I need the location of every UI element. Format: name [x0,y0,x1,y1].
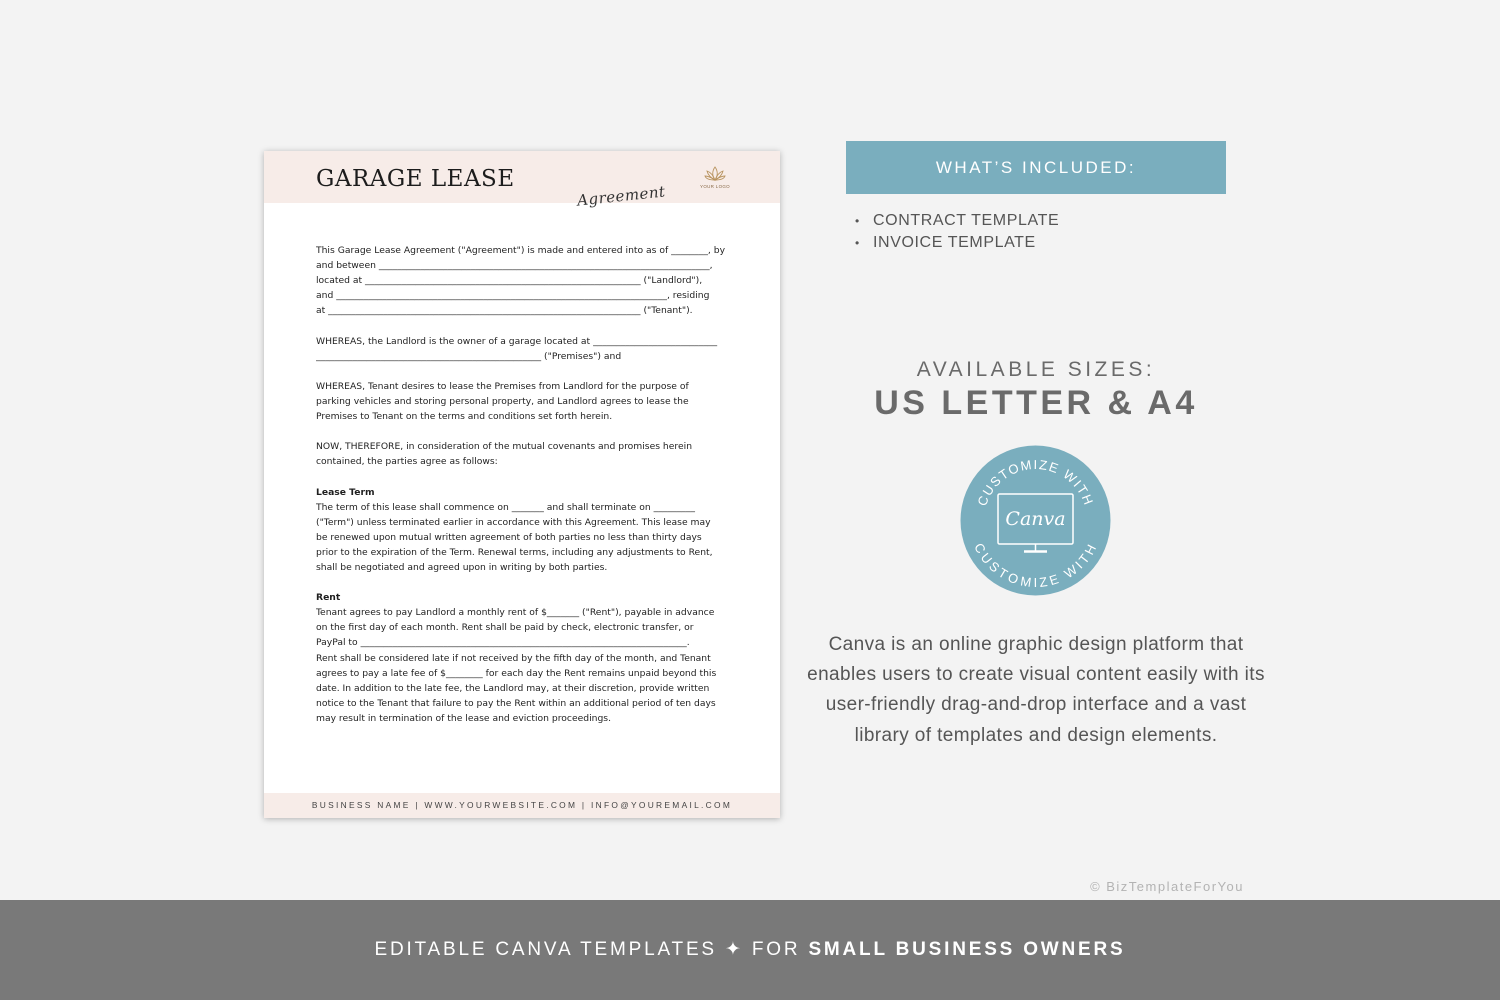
document-paragraph [316,334,728,364]
available-sizes-label: AVAILABLE SIZES: [916,358,1156,381]
document-section-heading: Rent [316,592,341,604]
document-paragraph [316,243,728,318]
document-section-heading: Lease Term [316,486,375,498]
document-logo-text: YOUR LOGO [700,184,730,189]
included-item-label: CONTRACT TEMPLATE [873,212,1060,229]
document-line: be renewed upon mutual written agreement of both parties no less than thirty days [316,531,702,543]
document-footer: BUSINESS NAME | WWW.YOURWEBSITE.COM | INFO@YOUREMAIL.COM [264,793,780,818]
document-line: prior to the expiration of the Term. Renewal terms, including any adjustments to Rent, [316,546,713,558]
document-line: and between ________________________________________________________________________, [316,260,713,272]
document-line: _________________________________________________ ("Premises") and [316,350,622,362]
document-line: WHEREAS, Tenant desires to lease the Premises from Landlord for the purpose of [316,380,689,392]
document-line: parking vehicles and storing personal property, and Landlord agrees to lease the [316,395,689,407]
document-paragraph [316,379,728,424]
document-line: WHEREAS, the Landlord is the owner of a garage located at ___________________________ [316,335,718,347]
document-line: Premises to Tenant on the terms and conditions set forth herein. [316,411,613,423]
document-line: shall be negotiated and agreed upon in writing by both parties. [316,561,608,573]
document-body [316,243,728,741]
document-line: Tenant agrees to pay Landlord a monthly rent of $_______ ("Rent"), payable in advance [316,607,715,619]
document-line: located at ____________________________________________________________ ("Landlord"), [316,275,703,287]
document-paragraph [316,439,728,469]
document-line: NOW, THEREFORE, in consideration of the mutual covenants and promises herein [316,441,693,453]
document-line: on the first day of each month. Rent shall be paid by check, electronic transfer, or [316,622,694,634]
document-logo [700,165,730,195]
document-line: PayPal to _______________________________________________________________________. [316,637,690,649]
bullet-icon: • [855,214,860,228]
copyright-text: © BizTemplateForYou [1090,879,1244,894]
included-list [855,210,1059,254]
bottom-banner [0,900,1500,1000]
available-sizes-value: US LETTER & A4 [874,384,1198,422]
document-title: GARAGE LEASE [316,166,515,192]
document-line: notice to the Tenant that failure to pay the Rent within an additional period of ten days [316,697,716,709]
document-line: ("Term") unless terminated earlier in accordance with this Agreement. This lease may [316,516,711,528]
document-section [316,590,728,726]
document-line: Rent shall be considered late if not received by the fifth day of the month, and Tenant [316,652,711,664]
bottom-banner-prefix: EDITABLE CANVA TEMPLATES [374,939,717,960]
lotus-icon [704,165,726,183]
badge-brand-text: Canva [1005,508,1066,530]
document-line: This Garage Lease Agreement ("Agreement") is made and entered into as of ________, by [316,245,726,256]
document-section [316,485,728,576]
badge-bottom-text: CUSTOMIZE WITH [971,540,1100,590]
bullet-icon: • [855,236,860,250]
document-line: and ________________________________________________________________________, residing [316,290,710,302]
bottom-banner-text [0,900,1500,1000]
included-item-label: INVOICE TEMPLATE [873,234,1036,251]
document-line: The term of this lease shall commence on _______ and shall terminate on _________ [316,501,695,513]
document-line: at ____________________________________________________________________ ("Tenant"). [316,305,693,317]
canva-description: Canva is an online graphic design platform that enables users to create visual content easily with its user-friendly drag-and-drop interface and a vast library of templates and design elements. [807,634,1265,746]
document-line: date. In addition to the late fee, the Landlord may, at their discretion, provide written [316,682,710,694]
document-line: may result in termination of the lease and eviction proceedings. [316,712,612,724]
whats-included-banner: WHAT’S INCLUDED: [846,141,1226,194]
document-preview [264,151,780,818]
customize-with-canva-badge [960,445,1111,596]
included-item [855,210,1059,232]
document-line: contained, the parties agree as follows: [316,456,498,468]
document-line: agrees to pay a late fee of $________ for each day the Rent remains unpaid beyond this [316,667,717,679]
included-item [855,232,1059,254]
bottom-banner-middle: FOR [751,939,801,960]
sparkle-icon: ✦ [725,939,744,960]
badge-top-text: CUSTOMIZE WITH [974,456,1097,508]
bottom-banner-strong: SMALL BUSINESS OWNERS [808,939,1126,960]
document-script-title: Agreement [576,182,667,210]
